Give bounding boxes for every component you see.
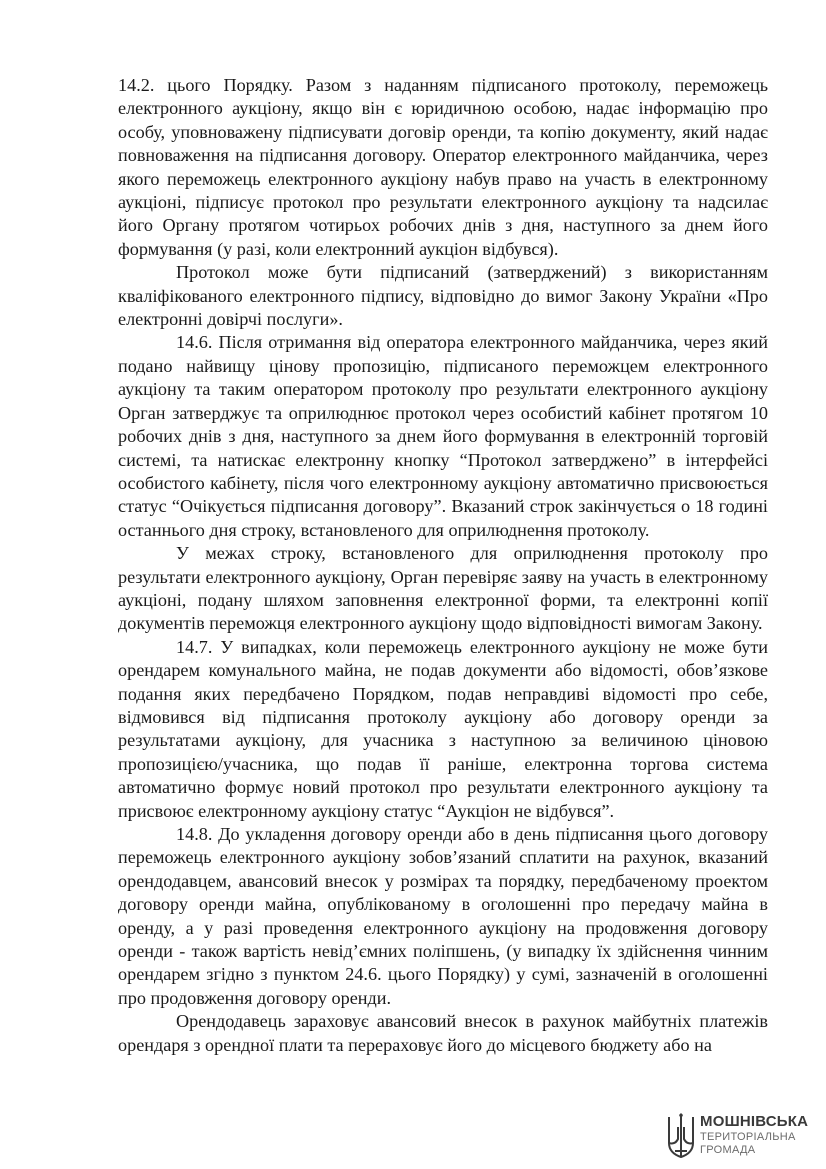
paragraph-4: У межах строку, встановленого для оприлюднення протоколу про результати електронного аукціону, Орган перевіряє заяву на участь в електронному аукціоні, подану шляхом заповнення електронної форми, та електронні копії документів переможця електронного аукціону щодо відповідності вимогам Закону. — [118, 543, 768, 634]
paragraph-5: 14.7. У випадках, коли переможець електронного аукціону не може бути орендарем комунального майна, не подав документи або відомості, обов’язкове подання яких передбачено Порядком, подав неправдиві відомості про себе, відмовився від підписання протоколу аукціону або договору оренди за результатами аукціону, для учасника з наступною за величиною ціновою пропозицією/учасника, що подав її раніше, електронна торгова система автоматично формує новий протокол про результати електронного аукціону та присвоює електронному аукціону статус “Аукціон не відбувся”. — [118, 636, 768, 821]
trident-icon — [666, 1113, 696, 1161]
paragraph-3: 14.6. Після отримання від оператора електронного майданчика, через який подано найвищу цінову пропозицію, підписаного переможцем електронного аукціону та таким оператором протоколу про результати електронного аукціону Орган затверджує та оприлюднює протокол через особистий кабінет протягом 10 робочих днів з дня, наступного за днем його формування в електронній торговій системі, та натискає електронну кнопку “Протокол затверджено” в інтерфейсі особистого кабінету, після чого електронному аукціону автоматично присвоюється статус “Очікується підписання договору”. Вказаний строк закінчується о 18 годині останнього дня строку, встановленого для оприлюднення протоколу. — [118, 332, 768, 540]
community-logo — [666, 1113, 816, 1163]
logo-line-3: ГРОМАДА — [700, 1144, 756, 1156]
paragraph-2: Протокол може бути підписаний (затверджений) з використанням кваліфікованого електронного підпису, відповідно до вимог Закону України «Про електронні довірчі послуги». — [118, 262, 768, 330]
paragraph-1: 14.2. цього Порядку. Разом з наданням підписаного протоколу, переможець електронного аукціону, якщо він є юридичною особою, надає інформацію про особу, уповноважену підписувати договір оренди, та копію документу, який надає повноваження на підписання договору. Оператор електронного майданчика, через якого переможець електронного аукціону набув право на участь в електронному аукціоні, підписує протокол про результати електронного аукціону та надсилає його Органу протягом чотирьох робочих днів з дня, наступного за днем його формування (у разі, коли електронний аукціон відбувся). — [118, 75, 768, 259]
logo-line-2: ТЕРИТОРІАЛЬНА — [700, 1131, 796, 1143]
paragraph-6: 14.8. До укладення договору оренди або в день підписання цього договору переможець електронного аукціону зобов’язаний сплатити на рахунок, вказаний орендодавцем, авансовий внесок у розмірах та порядку, передбаченому проектом договору оренди майна, опублікованому в оголошенні про передачу майна в оренду, а у разі проведення електронного аукціону на продовження договору оренди - також вартість невід’ємних поліпшень, (у випадку їх здійснення чинним орендарем згідно з пунктом 24.6. цього Порядку) у сумі, зазначеній в оголошенні про продовження договору оренди. — [118, 824, 768, 1008]
paragraph-7: Орендодавець зараховує авансовий внесок в рахунок майбутніх платежів орендаря з орендної плати та перераховує його до місцевого бюджету або на — [118, 1011, 768, 1055]
logo-line-1: МОШНІВСЬКА — [700, 1113, 809, 1130]
document-body — [118, 74, 768, 1057]
